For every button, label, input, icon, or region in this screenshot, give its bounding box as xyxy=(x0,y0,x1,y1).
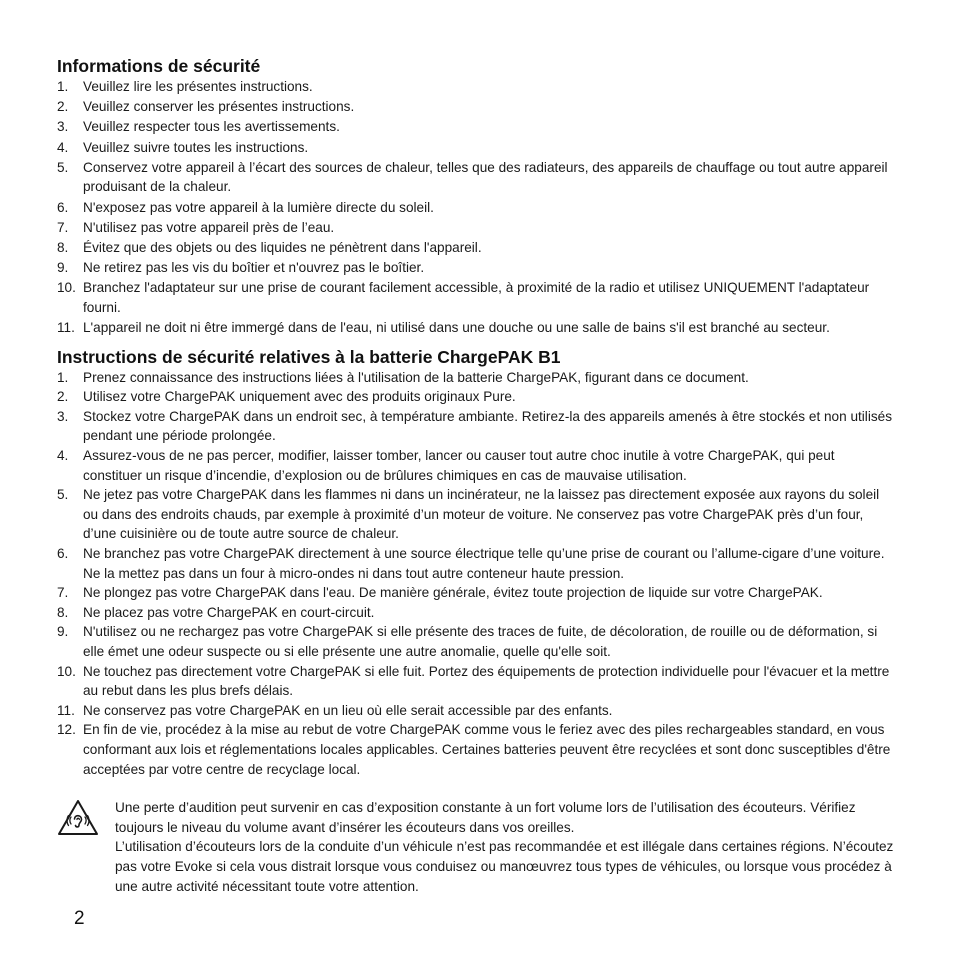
list-item xyxy=(57,117,897,137)
list-item xyxy=(57,407,897,446)
item-text: Ne placez pas votre ChargePAK en court-circuit. xyxy=(83,604,375,620)
item-number: 9. xyxy=(57,624,69,640)
item-text: Veuillez lire les présentes instructions. xyxy=(83,79,313,94)
list-item xyxy=(57,198,897,218)
item-text: En fin de vie, procédez à la mise au rebut de votre ChargePAK comme vous le feriez avec des piles rechargeables standard, en vous conformant aux lois et réglementations locales applicables. Certaines batteries peuvent être recyclées et sont donc susceptibles d'être acceptées par votre centre de recyclage local. xyxy=(83,722,891,777)
item-text: Conservez votre appareil à l’écart des sources de chaleur, telles que des radiateurs, des appareils de chauffage ou tout autre appareil produisant de la chaleur. xyxy=(83,159,888,195)
warning-triangle-icon xyxy=(57,799,99,837)
item-number: 5. xyxy=(57,159,69,175)
item-text: Évitez que des objets ou des liquides ne pénètrent dans l'appareil. xyxy=(83,239,482,255)
list-item xyxy=(57,701,897,721)
item-text: Utilisez votre ChargePAK uniquement avec des produits originaux Pure. xyxy=(83,389,516,405)
item-number: 10. xyxy=(57,663,76,679)
item-number: 6. xyxy=(57,199,69,215)
section-title-battery: Instructions de sécurité relatives à la batterie ChargePAK B1 xyxy=(57,346,561,367)
item-text: Ne branchez pas votre ChargePAK directement à une source électrique telle qu’une prise de courant ou l’allume-cigare d’une voiture. Ne la mettez pas dans un four à micro-ondes ni dans tout autre conteneur haute pression. xyxy=(83,546,885,581)
list-item xyxy=(57,387,897,407)
item-number: 11. xyxy=(57,320,75,336)
item-number: 7. xyxy=(57,585,69,601)
list-item xyxy=(57,258,897,278)
item-text: Veuillez conserver les présentes instructions. xyxy=(83,99,355,115)
item-number: 4. xyxy=(57,448,69,464)
list-item xyxy=(57,97,897,117)
item-number: 8. xyxy=(57,604,69,620)
item-number: 10. xyxy=(57,280,76,296)
page-number: 2 xyxy=(74,908,85,929)
list-item xyxy=(57,446,897,485)
document-page xyxy=(57,55,897,896)
warning-paragraph: L’utilisation d’écouteurs lors de la conduite d’un véhicule n’est pas recommandée et est illégale dans certaines régions. N’écoutez pas votre Evoke si cela vous distrait lorsque vous conduisez ou manœuvrez tous types de véhicules, ou lorsque vous procédez à une autre activité nécessitant toute votre attention. xyxy=(115,839,894,894)
item-text: N'utilisez ou ne rechargez pas votre ChargePAK si elle présente des traces de fuite, de décoloration, de rouille ou de déformation, si elle émet une odeur suspecte ou si elle présente une autre anomalie, quelle qu'elle soit. xyxy=(83,624,878,659)
item-text: Ne plongez pas votre ChargePAK dans l'eau. De manière générale, évitez toute projection de liquide sur votre ChargePAK. xyxy=(83,585,823,601)
item-text: L'appareil ne doit ni être immergé dans de l'eau, ni utilisé dans une douche ou une salle de bains s'il est branché au secteur. xyxy=(83,320,830,336)
item-number: 3. xyxy=(57,119,69,135)
item-text: Ne touchez pas directement votre ChargePAK si elle fuit. Portez des équipements de protection individuelle pour l'évacuer et la mettre au rebut dans les plus brefs délais. xyxy=(83,663,890,699)
list-item xyxy=(57,485,897,544)
list-item xyxy=(57,158,897,197)
list-item xyxy=(57,662,897,701)
list-item xyxy=(57,278,897,317)
item-number: 11. xyxy=(57,702,75,718)
item-number: 1. xyxy=(57,369,69,385)
section-title-safety: Informations de sécurité xyxy=(57,56,261,76)
item-number: 3. xyxy=(57,408,69,424)
item-text: Ne conservez pas votre ChargePAK en un lieu où elle serait accessible par des enfants. xyxy=(83,702,613,718)
list-item xyxy=(57,720,897,779)
item-number: 4. xyxy=(57,139,69,155)
item-number: 7. xyxy=(57,219,69,235)
list-item xyxy=(57,138,897,158)
list-item xyxy=(57,583,897,603)
list-item xyxy=(57,77,897,97)
warning-paragraph: Une perte d’audition peut survenir en cas d’exposition constante à un fort volume lors de l’utilisation des écouteurs. Vérifiez toujours le niveau du volume avant d’insérer les écouteurs dans vos oreilles. xyxy=(115,800,856,835)
item-text: Prenez connaissance des instructions liées à l'utilisation de la batterie ChargePAK, figurant dans ce document. xyxy=(83,369,749,385)
item-text: Ne retirez pas les vis du boîtier et n'ouvrez pas le boîtier. xyxy=(83,260,425,276)
hearing-warning xyxy=(57,798,897,896)
item-text: Ne jetez pas votre ChargePAK dans les flammes ni dans un incinérateur, ne la laissez pas directement exposée aux rayons du soleil ou dans des endroits chauds, par exemple à proximité d’un moteur de voiture. Ne conservez pas votre ChargePAK près d’un four, d’une cuisinière ou de toute autre source de chaleur. xyxy=(83,487,880,542)
item-text: Veuillez suivre toutes les instructions. xyxy=(83,139,309,155)
list-item xyxy=(57,603,897,623)
list-item xyxy=(57,318,897,338)
item-text: N'utilisez pas votre appareil près de l’eau. xyxy=(83,219,335,235)
hearing-warning-icon xyxy=(57,798,115,896)
item-text: Veuillez respecter tous les avertissements. xyxy=(83,119,340,135)
item-number: 6. xyxy=(57,546,69,561)
item-number: 9. xyxy=(57,260,69,276)
list-item xyxy=(57,368,897,388)
item-number: 8. xyxy=(57,239,69,255)
list-item xyxy=(57,544,897,583)
warning-text xyxy=(115,798,897,896)
item-number: 2. xyxy=(57,99,69,115)
item-text: Assurez-vous de ne pas percer, modifier, laisser tomber, lancer ou causer tout autre choc inutile à votre ChargePAK, qui peut constituer un risque d’incendie, d’explosion ou de brûlures chimiques en cas de mauvaise utilisation. xyxy=(83,448,835,483)
item-number: 12. xyxy=(57,722,76,738)
battery-list xyxy=(57,368,897,779)
item-text: N'exposez pas votre appareil à la lumière directe du soleil. xyxy=(83,199,434,215)
list-item xyxy=(57,238,897,258)
item-text: Branchez l'adaptateur sur une prise de courant facilement accessible, à proximité de la radio et utilisez UNIQUEMENT l'adaptateur fourni. xyxy=(83,280,870,315)
item-number: 5. xyxy=(57,487,69,503)
item-text: Stockez votre ChargePAK dans un endroit sec, à température ambiante. Retirez-la des appareils amenés à être stockés et non utilisés pendant une période prolongée. xyxy=(83,408,893,444)
safety-list xyxy=(57,77,897,338)
item-number: 1. xyxy=(57,79,69,94)
item-number: 2. xyxy=(57,389,69,405)
list-item xyxy=(57,622,897,661)
list-item xyxy=(57,218,897,238)
